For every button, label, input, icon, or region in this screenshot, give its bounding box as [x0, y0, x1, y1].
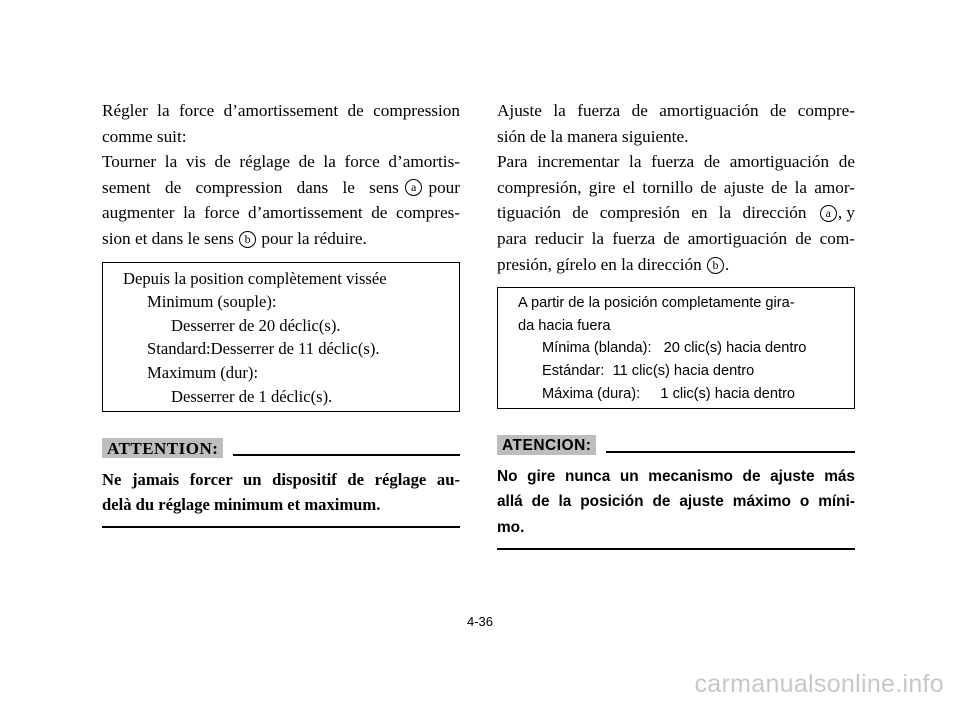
es-line-6: para reducir la fuerza de amortiguación de com-: [497, 228, 855, 248]
es-warning-line-1: No gire nunca un mecanismo de ajuste más: [497, 468, 855, 486]
french-intro: [102, 98, 460, 252]
spanish-warning-label: ATENCION:: [497, 435, 596, 455]
es-line-3: Para incrementar la fuerza de amortiguación de: [497, 152, 855, 172]
spanish-intro: [497, 98, 855, 277]
spanish-column: [497, 98, 855, 550]
es-line-5-end: [819, 200, 855, 226]
fr-box-line-6: Desserrer de 1 déclic(s).: [171, 386, 333, 406]
es-line-2: sión de la manera siguiente.: [497, 126, 689, 146]
fr-line-4-text: sement de compression dans le sens: [102, 177, 399, 197]
fr-line-4-end: pour: [428, 177, 460, 197]
es-line-7-text: presión, gírelo en la dirección: [497, 254, 702, 274]
fr-box-line-4: Standard:Desserrer de 11 déclic(s).: [147, 339, 380, 359]
spanish-warning-rule: [606, 437, 855, 453]
fr-box-line-2: Minimum (souple):: [147, 292, 277, 312]
watermark: carmanualsonline.info: [694, 670, 944, 698]
es-box-line-5: Máxima (dura): 1 clic(s) hacia dentro: [542, 385, 796, 402]
spanish-settings-box: [497, 287, 855, 409]
spanish-end-rule: [497, 548, 855, 550]
es-warning-line-2: allá de la posición de ajuste máximo o míni-: [497, 493, 855, 511]
es-line-5-tail: , y: [837, 203, 855, 223]
page-number: 4-36: [466, 614, 494, 629]
es-line-5-text: tiguación de compresión en la dirección: [497, 203, 807, 223]
es-line-5: [497, 200, 855, 226]
marker-b-icon: b: [707, 257, 724, 274]
spanish-warning-text: [497, 464, 855, 540]
fr-line-6: [102, 226, 460, 252]
french-warning-rule: [233, 440, 460, 456]
es-warning-line-3: mo.: [497, 518, 525, 536]
es-box-line-4: Estándar: 11 clic(s) hacia dentro: [542, 362, 755, 379]
fr-line-2: comme suit:: [102, 126, 187, 146]
fr-line-5: augmenter la force d’amortissement de compres-: [102, 203, 460, 223]
marker-a-icon: a: [405, 179, 422, 196]
fr-line-4: [102, 175, 460, 201]
french-warning-text: [102, 467, 460, 517]
es-line-4: compresión, gire el tornillo de ajuste de la amor-: [497, 177, 855, 197]
french-end-rule: [102, 526, 460, 528]
es-box-line-2: da hacia fuera: [518, 317, 611, 334]
fr-box-line-3: Desserrer de 20 déclic(s).: [171, 315, 341, 335]
fr-box-line-5: Maximum (dur):: [147, 362, 259, 382]
french-warning-label: ATTENTION:: [102, 438, 223, 458]
es-line-7-end: .: [725, 254, 730, 274]
fr-line-6-text: sion et dans le sens: [102, 228, 234, 248]
marker-a-icon: a: [820, 205, 837, 222]
french-column: [102, 98, 460, 528]
es-box-line-3: Mínima (blanda): 20 clic(s) hacia dentro: [542, 340, 807, 357]
es-line-7: [497, 252, 855, 278]
fr-line-6-end: pour la réduire.: [261, 228, 367, 248]
fr-warning-line-1: Ne jamais forcer un dispositif de réglage au-: [102, 470, 460, 490]
spanish-warning-header: [497, 432, 855, 458]
french-warning-header: [102, 435, 460, 461]
french-settings-box: [102, 262, 460, 413]
fr-warning-line-2: delà du réglage minimum et maximum.: [102, 495, 381, 515]
fr-line-3: Tourner la vis de réglage de la force d’amortis-: [102, 152, 460, 172]
fr-line-1: Régler la force d’amortissement de compression: [102, 101, 460, 120]
fr-box-line-1: Depuis la position complètement vissée: [123, 268, 387, 288]
es-line-1: Ajuste la fuerza de amortiguación de compre-: [497, 101, 855, 120]
es-box-line-1: A partir de la posición completamente gira-: [518, 295, 795, 312]
marker-b-icon: b: [239, 231, 256, 248]
